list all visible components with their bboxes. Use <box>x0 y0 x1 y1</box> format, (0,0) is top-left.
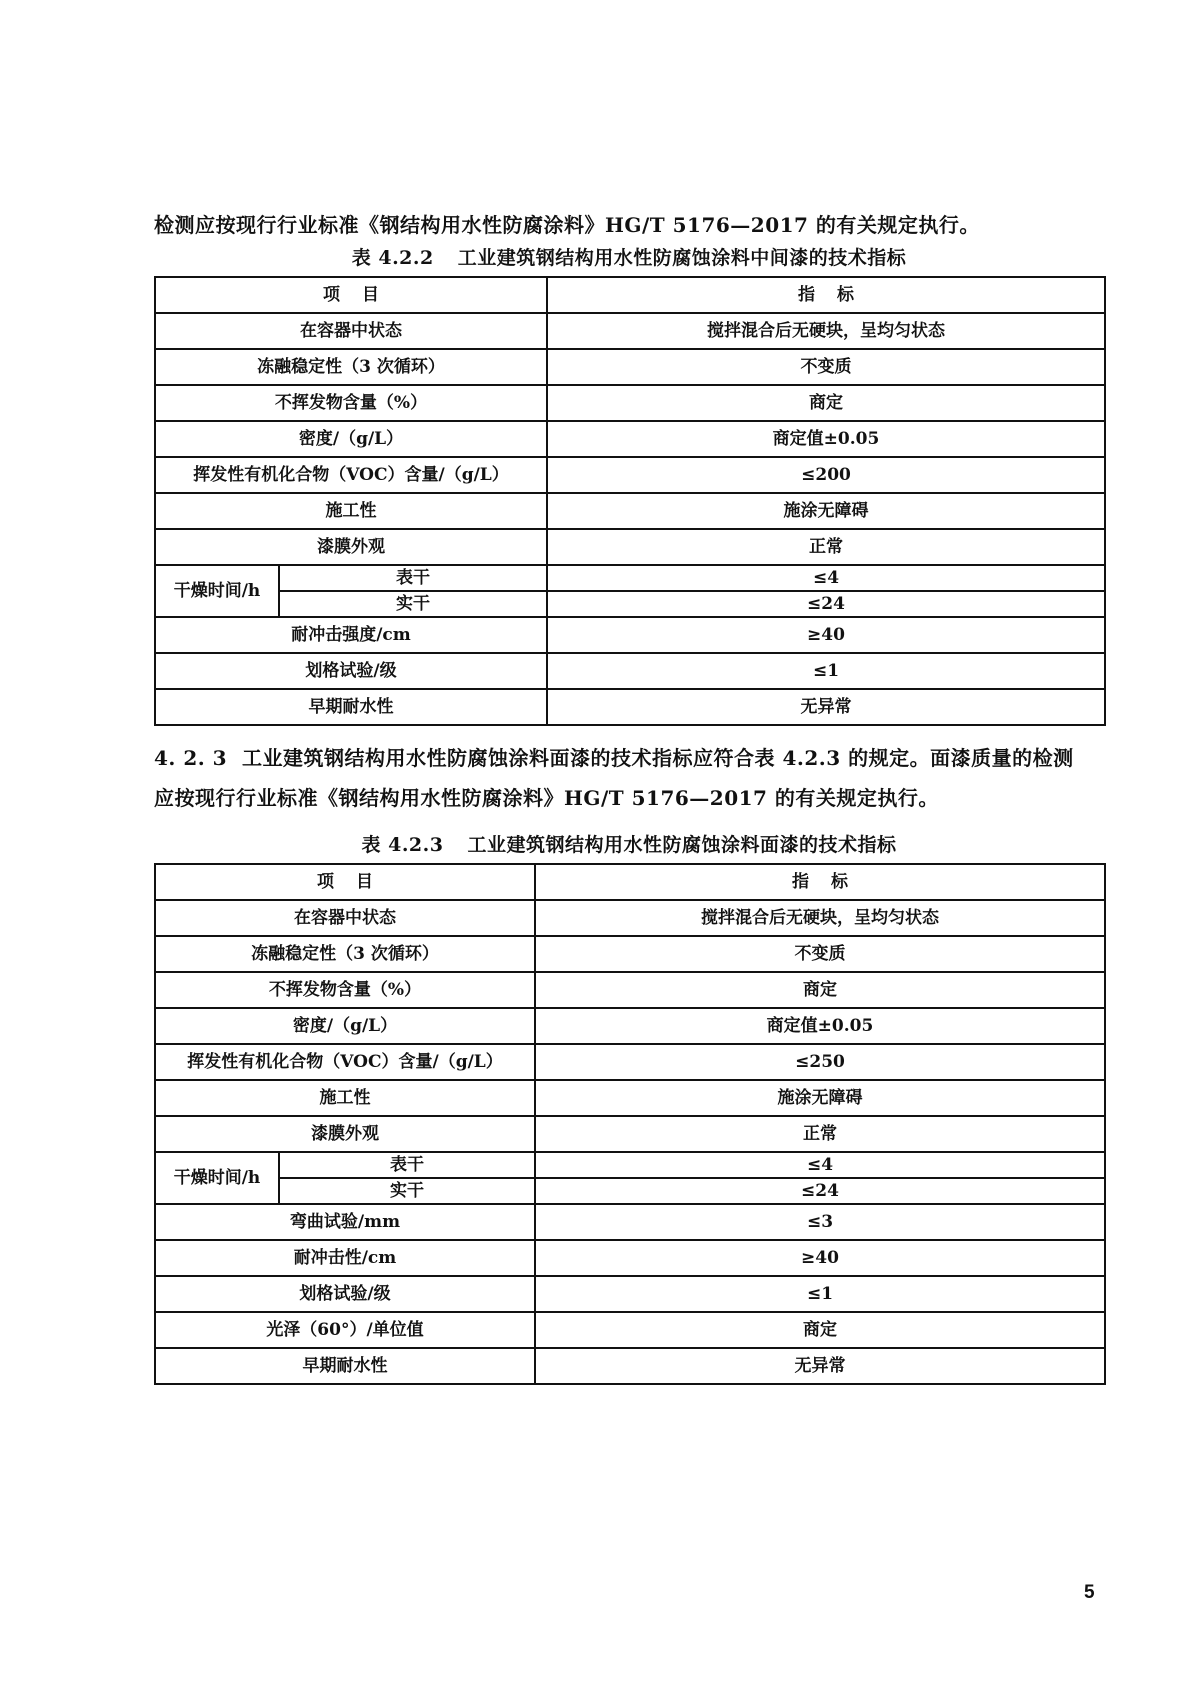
table-row-drying <box>155 591 1105 617</box>
item-cell: 耐冲击强度/cm <box>155 617 547 653</box>
item-cell: 划格试验/级 <box>155 1276 535 1312</box>
table2-header-row <box>155 864 1105 900</box>
table-row <box>155 689 1105 725</box>
item-cell: 密度/（g/L） <box>155 421 547 457</box>
table-row-drying <box>155 1178 1105 1204</box>
value-cell: ≤3 <box>535 1204 1105 1240</box>
intro-paragraph: 检测应按现行行业标准《钢结构用水性防腐涂料》HG/T 5176—2017 的有关规定执行。 <box>154 213 980 237</box>
item-cell: 密度/（g/L） <box>155 1008 535 1044</box>
item-cell: 冻融稳定性（3 次循环） <box>155 349 547 385</box>
value-cell: 搅拌混合后无硬块，呈均匀状态 <box>547 313 1105 349</box>
item-cell: 早期耐水性 <box>155 689 547 725</box>
item-cell: 漆膜外观 <box>155 529 547 565</box>
table-row <box>155 1008 1105 1044</box>
table-row <box>155 1204 1105 1240</box>
drying-sub-value: ≤4 <box>547 565 1105 591</box>
item-cell: 冻融稳定性（3 次循环） <box>155 936 535 972</box>
item-cell: 弯曲试验/mm <box>155 1204 535 1240</box>
item-cell: 挥发性有机化合物（VOC）含量/（g/L） <box>155 1044 535 1080</box>
drying-time-label: 干燥时间/h <box>155 1152 279 1204</box>
table2-header-item: 项目 <box>155 864 535 900</box>
table-row <box>155 1312 1105 1348</box>
table-row <box>155 936 1105 972</box>
item-cell: 划格试验/级 <box>155 653 547 689</box>
table-row <box>155 385 1105 421</box>
item-cell: 不挥发物含量（%） <box>155 385 547 421</box>
item-cell: 耐冲击性/cm <box>155 1240 535 1276</box>
value-cell: 无异常 <box>535 1348 1105 1384</box>
table-row <box>155 972 1105 1008</box>
table-row-drying <box>155 565 1105 591</box>
table1-caption-title: 工业建筑钢结构用水性防腐蚀涂料中间漆的技术指标 <box>457 247 907 269</box>
value-cell: 商定值±0.05 <box>547 421 1105 457</box>
table-row <box>155 421 1105 457</box>
item-cell: 不挥发物含量（%） <box>155 972 535 1008</box>
value-cell: 正常 <box>547 529 1105 565</box>
table-row <box>155 1044 1105 1080</box>
item-cell: 施工性 <box>155 1080 535 1116</box>
table-row-drying <box>155 1152 1105 1178</box>
table2-caption <box>154 830 1104 857</box>
table2-body <box>155 864 1105 1384</box>
table-row <box>155 617 1105 653</box>
drying-sub-value: ≤4 <box>535 1152 1105 1178</box>
table-row <box>155 493 1105 529</box>
value-cell: 施涂无障碍 <box>547 493 1105 529</box>
value-cell: 商定 <box>535 972 1105 1008</box>
value-cell: ≤1 <box>547 653 1105 689</box>
item-cell: 早期耐水性 <box>155 1348 535 1384</box>
value-cell: ≤1 <box>535 1276 1105 1312</box>
table1-caption <box>154 243 1104 270</box>
table-row <box>155 313 1105 349</box>
table1-body <box>155 277 1105 725</box>
table1-header-indicator: 指标 <box>547 277 1105 313</box>
table1-header-item: 项目 <box>155 277 547 313</box>
value-cell: 搅拌混合后无硬块，呈均匀状态 <box>535 900 1105 936</box>
value-cell: 商定 <box>547 385 1105 421</box>
table2-caption-number: 表 4.2.3 <box>361 834 444 856</box>
table-row <box>155 653 1105 689</box>
table-row <box>155 1240 1105 1276</box>
value-cell: 无异常 <box>547 689 1105 725</box>
value-cell: 不变质 <box>547 349 1105 385</box>
table-row <box>155 349 1105 385</box>
value-cell: 正常 <box>535 1116 1105 1152</box>
section-number: 4. 2. 3 <box>154 746 228 770</box>
table2-caption-title: 工业建筑钢结构用水性防腐蚀涂料面漆的技术指标 <box>467 834 897 856</box>
value-cell: 施涂无障碍 <box>535 1080 1105 1116</box>
value-cell: ≥40 <box>535 1240 1105 1276</box>
drying-sub-item: 表干 <box>279 1152 535 1178</box>
value-cell: ≤200 <box>547 457 1105 493</box>
table2 <box>154 863 1106 1385</box>
table2-header-indicator: 指标 <box>535 864 1105 900</box>
item-cell: 施工性 <box>155 493 547 529</box>
drying-sub-value: ≤24 <box>547 591 1105 617</box>
drying-sub-value: ≤24 <box>535 1178 1105 1204</box>
table-row <box>155 529 1105 565</box>
drying-sub-item: 表干 <box>279 565 547 591</box>
item-cell: 漆膜外观 <box>155 1116 535 1152</box>
section-4-2-3-paragraph <box>154 738 1104 818</box>
section-text-line2: 应按现行行业标准《钢结构用水性防腐涂料》HG/T 5176—2017 的有关规定执行。 <box>154 786 939 810</box>
table1 <box>154 276 1106 726</box>
table-row <box>155 1080 1105 1116</box>
item-cell: 在容器中状态 <box>155 900 535 936</box>
item-cell: 在容器中状态 <box>155 313 547 349</box>
value-cell: 商定值±0.05 <box>535 1008 1105 1044</box>
item-cell: 光泽（60°）/单位值 <box>155 1312 535 1348</box>
section-4-2-3-line1 <box>154 738 1104 778</box>
table-row <box>155 900 1105 936</box>
item-cell: 挥发性有机化合物（VOC）含量/（g/L） <box>155 457 547 493</box>
table1-caption-number: 表 4.2.2 <box>351 247 434 269</box>
table-row <box>155 1276 1105 1312</box>
value-cell: ≥40 <box>547 617 1105 653</box>
table-row <box>155 1116 1105 1152</box>
value-cell: 不变质 <box>535 936 1105 972</box>
drying-sub-item: 实干 <box>279 1178 535 1204</box>
page-number: 5 <box>1084 1582 1095 1603</box>
table1-header-row <box>155 277 1105 313</box>
table-row <box>155 457 1105 493</box>
section-text-line1: 工业建筑钢结构用水性防腐蚀涂料面漆的技术指标应符合表 4.2.3 的规定。面漆质量的检测 <box>242 746 1074 770</box>
drying-sub-item: 实干 <box>279 591 547 617</box>
value-cell: ≤250 <box>535 1044 1105 1080</box>
table-row <box>155 1348 1105 1384</box>
value-cell: 商定 <box>535 1312 1105 1348</box>
drying-time-label: 干燥时间/h <box>155 565 279 617</box>
